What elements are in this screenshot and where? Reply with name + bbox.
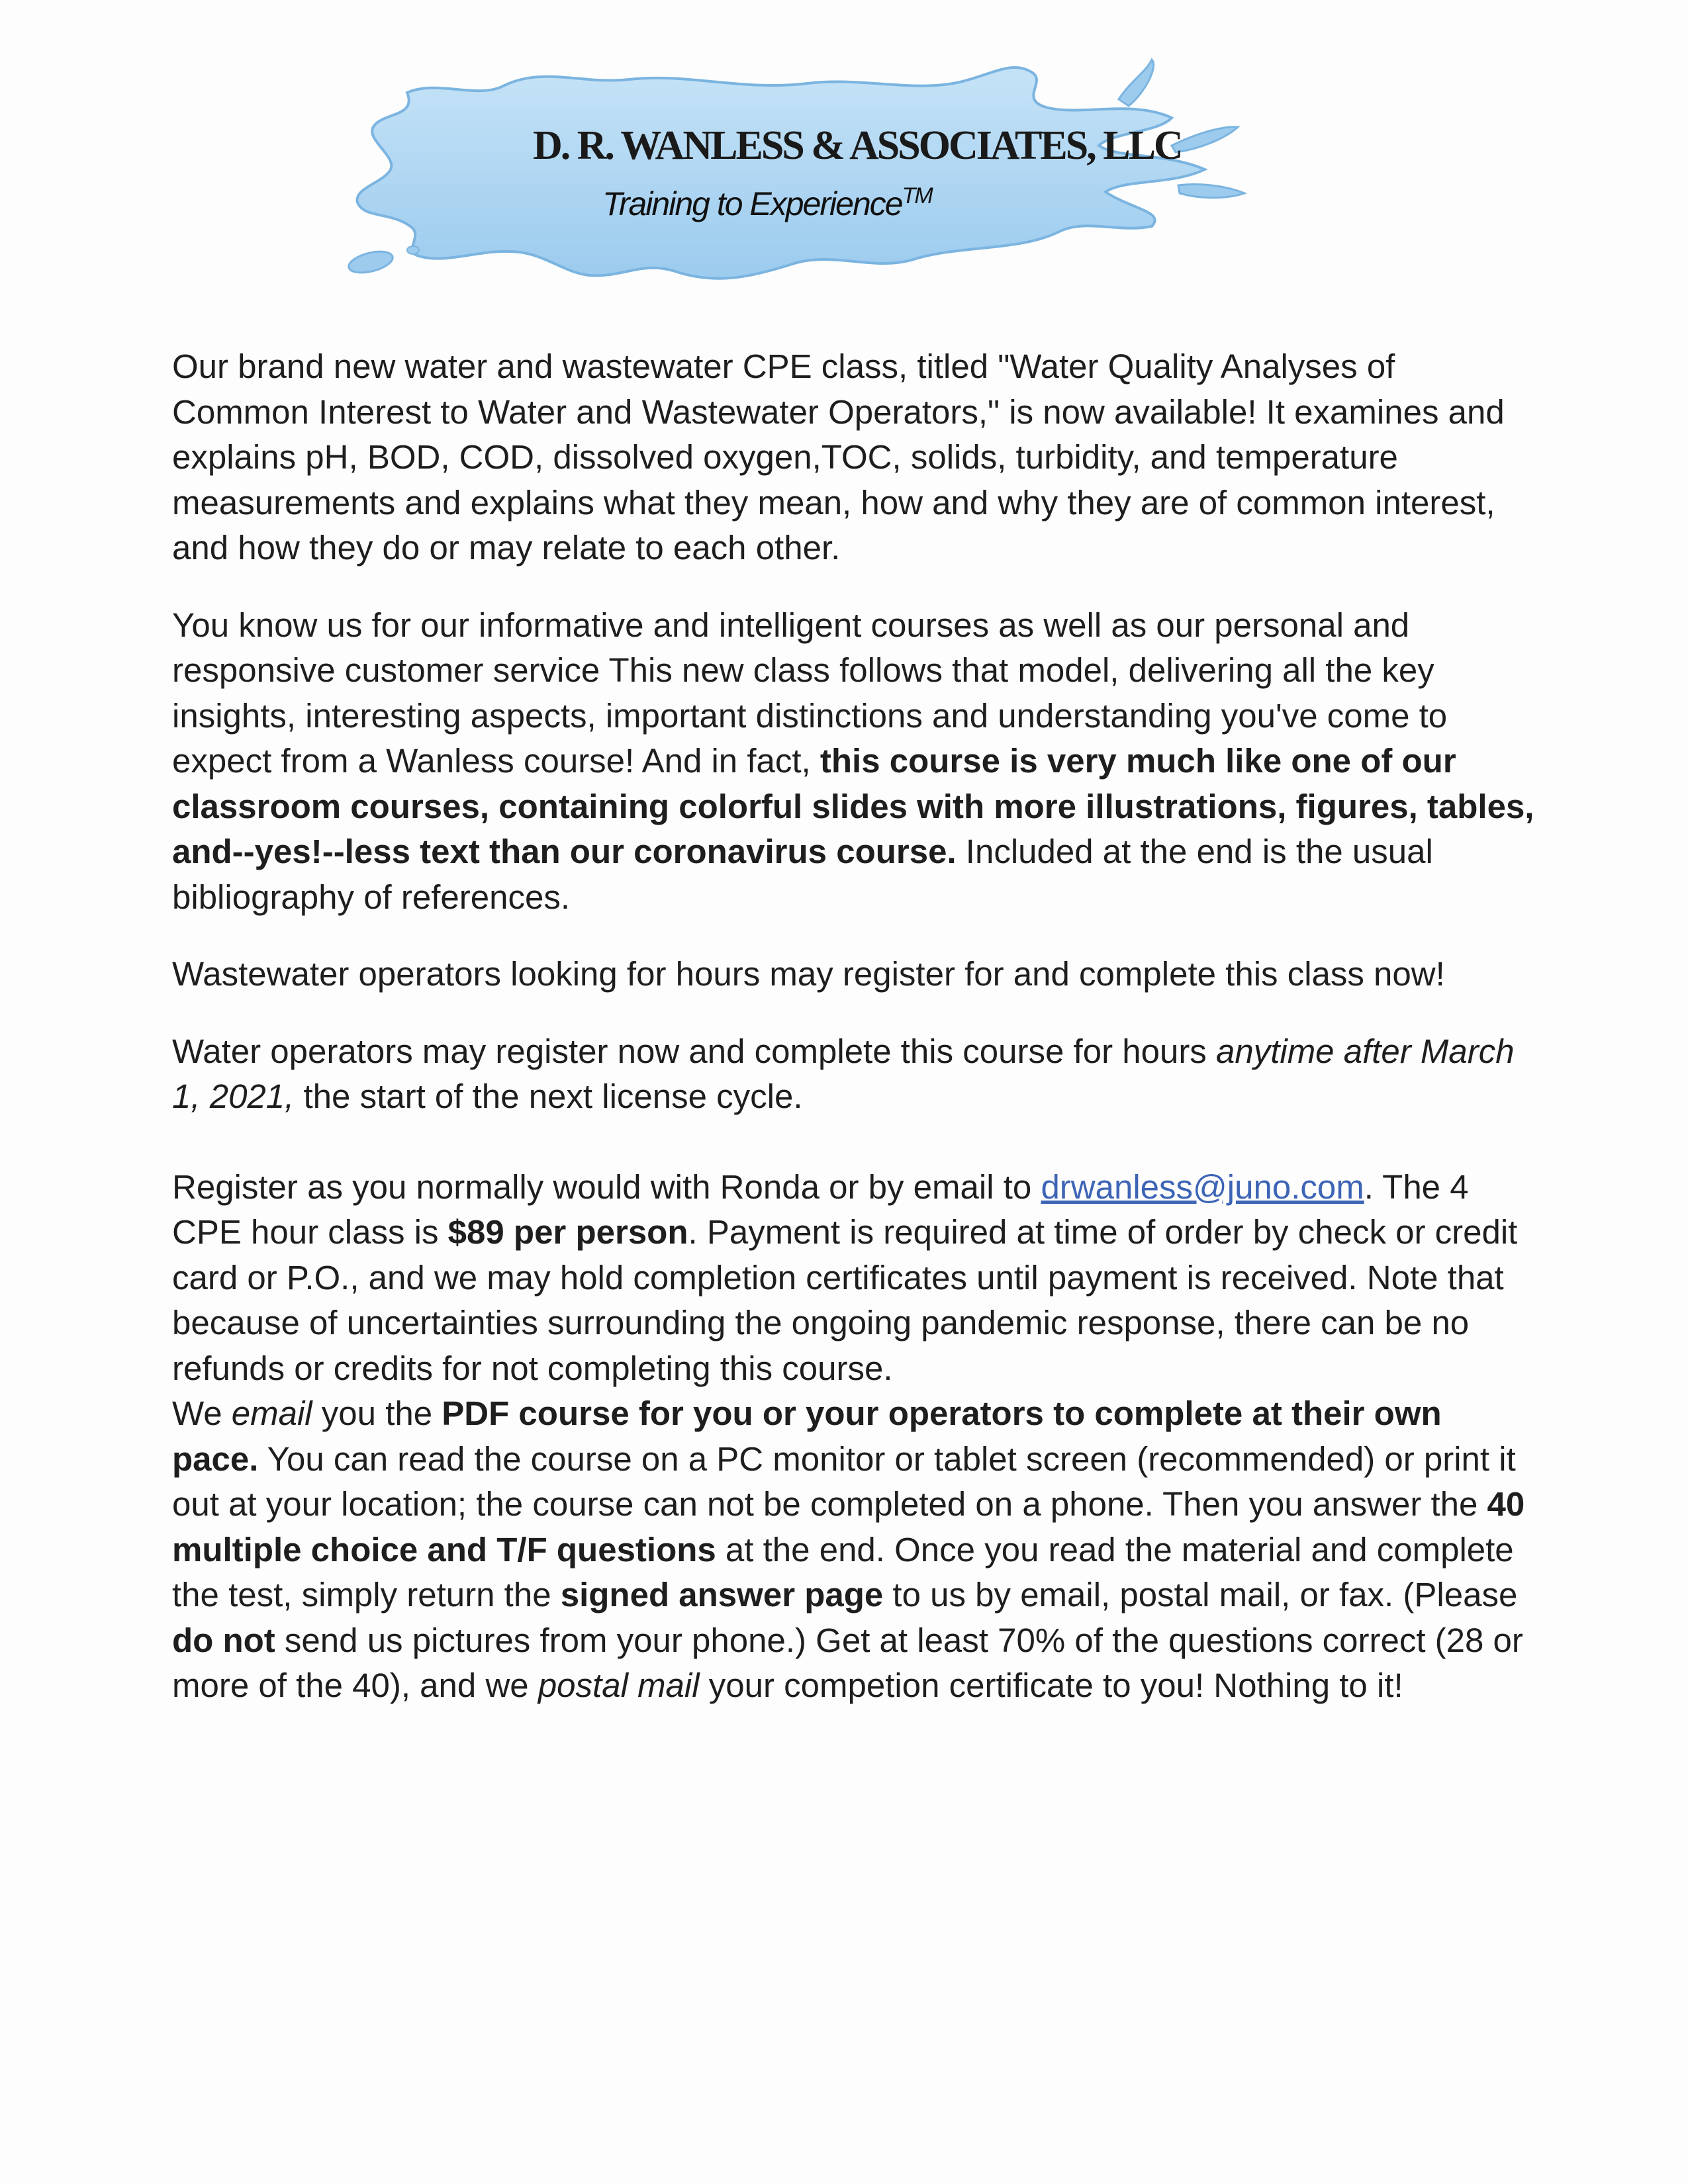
italic-date-note: anytime after March 1, 2021, (172, 1032, 1515, 1115)
company-logo (344, 53, 1271, 311)
paragraph-course-delivery: We email you the PDF course for you or your operators to complete at their own pace. You can read the course on a PC monitor or tablet screen (recommended) or print it out at your location; the course can not be completed on a phone. Then you answer the 40 multiple choice and T/F questions at the end. Once you read the material and complete the test, simply return the signed answer page to us by email, postal mail, or fax. (Please do not send us pictures from your phone.) Get at least 70% of the questions correct (28 or more of the 40), and we postal mail your competion certificate to you! Nothing to it! (172, 1394, 1525, 1704)
email-link[interactable]: drwanless@juno.com (1041, 1167, 1364, 1206)
paragraph-course-intro: Our brand new water and wastewater CPE class, titled "Water Quality Analyses of Common Interest to Water and Wastewater Operators," is now available! It examines and explains pH, BOD, COD, dissolved oxygen,TOC, solids, turbidity, and temperature measurements and explains what they mean, how and why they are of common interest, and how they do or may relate to each other. (172, 347, 1505, 567)
water-splash-shape (347, 60, 1244, 279)
paragraph-course-description: You know us for our informative and intelligent courses as well as our personal and responsive customer service This new class follows that model, delivering all the key insights, interesting aspects, important distinctions and understanding you've come to expect from a Wanless course! And in fact, this course is very much like one of our classroom courses, containing colorful slides with more illustrations, figures, tables, and--yes!--less text than our coronavirus course. Included at the end is the usual bibliography of references. (172, 606, 1534, 916)
svg-text:Training to ExperienceTM (602, 183, 933, 222)
tagline: Training to Experience (602, 185, 902, 222)
document-body (172, 344, 1536, 1709)
bold-price: $89 per person (447, 1213, 688, 1251)
trademark: TM (902, 183, 932, 208)
paragraph-water-operators: Water operators may register now and complete this course for hours anytime after March 1, 2021, the start of the next license cycle. (172, 1032, 1515, 1115)
company-name: D. R. WANLESS & ASSOCIATES, LLC (533, 123, 1182, 168)
bold-course-highlight: this course is very much like one of our classroom courses, containing colorful slides with more illustrations, figures, tables, and--yes!--less text than our coronavirus course. (172, 742, 1534, 870)
paragraph-wastewater-operators: Wastewater operators looking for hours may register for and complete this class now! (172, 955, 1445, 993)
paragraph-registration: Register as you normally would with Ronda or by email to drwanless@juno.com. The 4 CPE hour class is $89 per person. Payment is required at time of order by check or credit card or P.O., and we may hold completion certificates until payment is received. Note that because of uncertainties surrounding the ongoing pandemic response, there can be no refunds or credits for not completing this course. (172, 1167, 1518, 1387)
